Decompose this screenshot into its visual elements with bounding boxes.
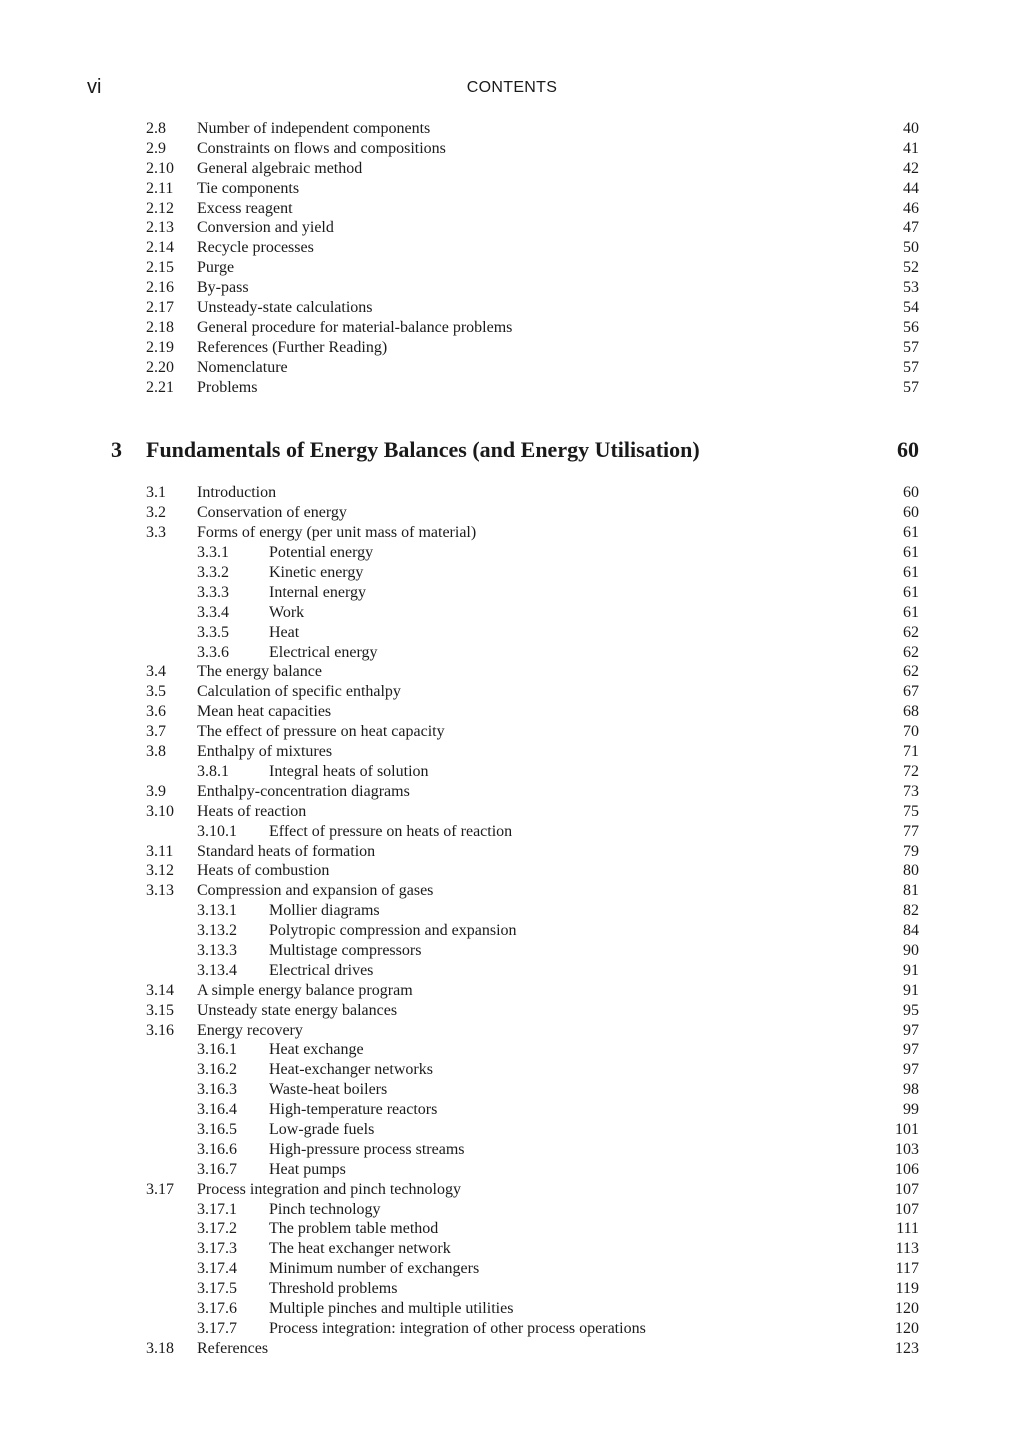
section-number: 3.9	[146, 782, 166, 800]
section-title: Heat pumps	[269, 1160, 346, 1178]
section-number: 2.19	[146, 338, 174, 356]
section-number: 3.2	[146, 504, 166, 522]
section-title: By-pass	[197, 279, 249, 297]
section-number: 3.13	[146, 882, 174, 900]
section-title: Calculation of specific enthalpy	[197, 683, 401, 701]
section-number: 2.15	[146, 259, 174, 277]
section-title: The energy balance	[197, 663, 322, 681]
section-number: 3.16.6	[197, 1140, 237, 1158]
section-page: 81	[903, 882, 919, 900]
section-number: 2.13	[146, 219, 174, 237]
section-title: Heat exchange	[269, 1041, 364, 1059]
section-page: 117	[895, 1260, 919, 1278]
section-number: 3.10.1	[197, 822, 237, 840]
section-number: 2.10	[146, 159, 174, 177]
section-title: Internal energy	[269, 583, 366, 601]
section-number: 3.16	[146, 1021, 174, 1039]
toc-section-row	[0, 318, 1024, 338]
section-number: 2.14	[146, 239, 174, 257]
section-title: Electrical drives	[269, 961, 374, 979]
section-page: 107	[895, 1180, 919, 1198]
section-page: 41	[903, 139, 919, 157]
section-title: Conservation of energy	[197, 504, 347, 522]
section-page: 111	[896, 1220, 919, 1238]
section-number: 2.20	[146, 358, 174, 376]
table-of-contents	[0, 119, 1024, 1359]
section-title: References	[197, 1339, 269, 1357]
section-number: 3.15	[146, 1001, 174, 1019]
section-page: 68	[903, 703, 919, 721]
section-title: Work	[269, 603, 305, 621]
section-page: 123	[895, 1339, 919, 1357]
section-page: 72	[903, 762, 919, 780]
toc-section-row	[0, 742, 1024, 762]
section-page: 97	[903, 1021, 919, 1039]
chapter-2-section-list	[0, 119, 1024, 397]
section-title: Mean heat capacities	[197, 703, 332, 721]
section-number: 2.21	[146, 378, 174, 396]
section-page: 40	[903, 120, 919, 137]
section-page: 44	[903, 179, 919, 197]
section-page: 113	[895, 1240, 919, 1258]
section-title: Unsteady-state calculations	[197, 299, 373, 317]
section-number: 3.13.1	[197, 902, 237, 920]
toc-subsection-row	[0, 643, 1024, 663]
toc-section-row	[0, 218, 1024, 238]
section-page: 50	[903, 239, 919, 257]
toc-section-row	[0, 1021, 1024, 1041]
section-number: 3.3.3	[197, 583, 229, 601]
section-title: Process integration and pinch technology	[197, 1180, 461, 1198]
toc-section-row	[0, 378, 1024, 398]
section-page: 101	[895, 1120, 919, 1138]
section-number: 3.17.5	[197, 1280, 237, 1298]
section-number: 3.3.1	[197, 544, 229, 562]
section-page: 120	[895, 1299, 919, 1317]
section-page: 71	[903, 743, 919, 761]
section-page: 75	[903, 802, 919, 820]
section-page: 60	[903, 504, 919, 522]
section-number: 3.8	[146, 743, 166, 761]
section-title: Number of independent components	[197, 120, 431, 137]
toc-subsection-row	[0, 583, 1024, 603]
toc-subsection-row	[0, 543, 1024, 563]
section-page: 90	[903, 941, 919, 959]
section-page: 70	[903, 723, 919, 741]
section-page: 97	[903, 1061, 919, 1079]
toc-subsection-row	[0, 1100, 1024, 1120]
toc-section-row	[0, 1001, 1024, 1021]
toc-subsection-row	[0, 1219, 1024, 1239]
section-page: 73	[903, 782, 919, 800]
section-page: 77	[903, 822, 919, 840]
toc-subsection-row	[0, 921, 1024, 941]
toc-subsection-row	[0, 563, 1024, 583]
toc-section-row	[0, 238, 1024, 258]
toc-subsection-row	[0, 1239, 1024, 1259]
section-page: 98	[903, 1081, 919, 1099]
section-page: 42	[903, 159, 919, 177]
toc-section-row	[0, 702, 1024, 722]
section-number: 3.13.3	[197, 941, 237, 959]
section-number: 3.3.5	[197, 623, 229, 641]
page-header	[0, 76, 1024, 100]
section-page: 95	[903, 1001, 919, 1019]
section-title: Low-grade fuels	[269, 1120, 375, 1138]
chapter-3-section-list	[0, 483, 1024, 1358]
toc-section-row	[0, 278, 1024, 298]
section-number: 3.13.2	[197, 922, 237, 940]
toc-section-row	[0, 119, 1024, 139]
section-title: High-temperature reactors	[269, 1101, 438, 1119]
section-page: 62	[903, 623, 919, 641]
toc-section-row	[0, 1180, 1024, 1200]
section-page: 56	[903, 318, 919, 336]
section-page: 61	[903, 603, 919, 621]
toc-subsection-row	[0, 1080, 1024, 1100]
chapter-heading	[0, 433, 1024, 467]
section-page: 57	[903, 378, 919, 396]
section-number: 3.7	[146, 723, 166, 741]
section-title: Polytropic compression and expansion	[269, 922, 517, 940]
section-title: Recycle processes	[197, 239, 314, 257]
section-number: 3.16.5	[197, 1120, 237, 1138]
section-title: Potential energy	[269, 544, 374, 562]
toc-subsection-row	[0, 941, 1024, 961]
section-title: Purge	[197, 259, 235, 277]
section-number: 3.4	[146, 663, 166, 681]
toc-subsection-row	[0, 1299, 1024, 1319]
section-number: 2.17	[146, 299, 174, 317]
section-page: 61	[903, 583, 919, 601]
section-title: Process integration: integration of other process operations	[269, 1319, 646, 1337]
section-title: Heat	[269, 623, 300, 641]
section-page: 61	[903, 564, 919, 582]
section-page: 80	[903, 862, 919, 880]
section-page: 62	[903, 643, 919, 661]
toc-subsection-row	[0, 1160, 1024, 1180]
toc-section-row	[0, 358, 1024, 378]
section-page: 97	[903, 1041, 919, 1059]
section-title: Compression and expansion of gases	[197, 882, 434, 900]
section-page: 57	[903, 358, 919, 376]
toc-section-row	[0, 802, 1024, 822]
section-page: 103	[895, 1140, 919, 1158]
section-number: 3.14	[146, 981, 174, 999]
section-page: 46	[903, 199, 919, 217]
section-title: Introduction	[197, 484, 277, 502]
section-number: 3.13.4	[197, 961, 237, 979]
section-title: Integral heats of solution	[269, 762, 429, 780]
section-number: 3.1	[146, 484, 166, 502]
section-title: Standard heats of formation	[197, 842, 376, 860]
section-number: 3.17.3	[197, 1240, 237, 1258]
section-title: General algebraic method	[197, 159, 363, 177]
page-number: vi	[87, 76, 102, 98]
chapter-number: 3	[111, 437, 122, 463]
section-page: 99	[903, 1101, 919, 1119]
section-title: Minimum number of exchangers	[269, 1260, 480, 1278]
section-number: 3.3.2	[197, 564, 229, 582]
section-title: The effect of pressure on heat capacity	[197, 723, 445, 741]
section-page: 91	[903, 981, 919, 999]
toc-section-row	[0, 861, 1024, 881]
section-page: 106	[895, 1160, 919, 1178]
section-number: 3.16.2	[197, 1061, 237, 1079]
section-title: Heats of combustion	[197, 862, 330, 880]
toc-subsection-row	[0, 901, 1024, 921]
section-page: 120	[895, 1319, 919, 1337]
toc-section-row	[0, 139, 1024, 159]
section-title: Pinch technology	[269, 1200, 381, 1218]
section-title: Constraints on flows and compositions	[197, 139, 446, 157]
section-number: 3.3.6	[197, 643, 229, 661]
section-title: Electrical energy	[269, 643, 378, 661]
toc-subsection-row	[0, 1279, 1024, 1299]
section-number: 2.18	[146, 318, 174, 336]
section-title: Unsteady state energy balances	[197, 1001, 398, 1019]
toc-subsection-row	[0, 603, 1024, 623]
section-title: Energy recovery	[197, 1021, 303, 1039]
toc-section-row	[0, 503, 1024, 523]
chapter-page: 60	[897, 437, 919, 463]
section-number: 3.17.1	[197, 1200, 237, 1218]
section-title: Multiple pinches and multiple utilities	[269, 1299, 514, 1317]
section-title: Waste-heat boilers	[269, 1081, 388, 1099]
section-number: 3.17	[146, 1180, 174, 1198]
toc-section-row	[0, 1339, 1024, 1359]
section-title: Heats of reaction	[197, 802, 307, 820]
section-title: Kinetic energy	[269, 564, 364, 582]
section-number: 3.11	[146, 842, 174, 860]
toc-section-row	[0, 842, 1024, 862]
section-number: 3.17.6	[197, 1299, 237, 1317]
toc-section-row	[0, 881, 1024, 901]
section-title: Heat-exchanger networks	[269, 1061, 433, 1079]
section-page: 119	[895, 1280, 919, 1298]
toc-section-row	[0, 981, 1024, 1001]
toc-section-row	[0, 159, 1024, 179]
section-title: Tie components	[197, 179, 300, 197]
section-title: Nomenclature	[197, 358, 288, 376]
section-page: 61	[903, 544, 919, 562]
section-title: Threshold problems	[269, 1280, 398, 1298]
toc-section-row	[0, 662, 1024, 682]
section-page: 52	[903, 259, 919, 277]
section-number: 3.8.1	[197, 762, 229, 780]
section-number: 3.16.1	[197, 1041, 237, 1059]
section-page: 47	[903, 219, 919, 237]
section-title: Effect of pressure on heats of reaction	[269, 822, 513, 840]
section-title: Multistage compressors	[269, 941, 422, 959]
section-title: Excess reagent	[197, 199, 293, 217]
section-number: 3.3.4	[197, 603, 229, 621]
toc-section-row	[0, 682, 1024, 702]
toc-section-row	[0, 199, 1024, 219]
toc-subsection-row	[0, 822, 1024, 842]
toc-subsection-row	[0, 762, 1024, 782]
section-title: Problems	[197, 378, 258, 396]
section-page: 57	[903, 338, 919, 356]
section-page: 61	[903, 524, 919, 542]
toc-subsection-row	[0, 1140, 1024, 1160]
toc-section-row	[0, 258, 1024, 278]
toc-section-row	[0, 338, 1024, 358]
toc-section-row	[0, 782, 1024, 802]
toc-section-row	[0, 179, 1024, 199]
section-title: A simple energy balance program	[197, 981, 413, 999]
section-page: 53	[903, 279, 919, 297]
section-number: 2.8	[146, 120, 166, 137]
toc-subsection-row	[0, 1200, 1024, 1220]
section-number: 3.16.3	[197, 1081, 237, 1099]
section-page: 107	[895, 1200, 919, 1218]
section-number: 3.10	[146, 802, 174, 820]
toc-subsection-row	[0, 1060, 1024, 1080]
section-title: Conversion and yield	[197, 219, 334, 237]
toc-subsection-row	[0, 1120, 1024, 1140]
section-page: 67	[903, 683, 919, 701]
toc-subsection-row	[0, 1259, 1024, 1279]
section-title: The problem table method	[269, 1220, 439, 1238]
toc-section-row	[0, 523, 1024, 543]
section-number: 3.17.4	[197, 1260, 237, 1278]
section-title: Enthalpy-concentration diagrams	[197, 782, 410, 800]
chapter-title: Fundamentals of Energy Balances (and Energy Utilisation)	[146, 437, 700, 463]
section-number: 3.5	[146, 683, 166, 701]
section-title: Enthalpy of mixtures	[197, 743, 333, 761]
section-number: 2.16	[146, 279, 174, 297]
section-number: 3.17.2	[197, 1220, 237, 1238]
section-page: 54	[903, 299, 919, 317]
section-page: 82	[903, 902, 919, 920]
section-number: 3.18	[146, 1339, 174, 1357]
section-title: References (Further Reading)	[197, 338, 388, 356]
section-page: 79	[903, 842, 919, 860]
section-title: Forms of energy (per unit mass of material)	[197, 524, 477, 542]
section-page: 60	[903, 484, 919, 502]
section-number: 3.6	[146, 703, 166, 721]
section-number: 3.17.7	[197, 1319, 237, 1337]
section-number: 2.9	[146, 139, 166, 157]
section-page: 84	[903, 922, 919, 940]
section-title: Mollier diagrams	[269, 902, 380, 920]
section-page: 62	[903, 663, 919, 681]
section-number: 3.16.7	[197, 1160, 237, 1178]
running-head: CONTENTS	[466, 79, 558, 96]
toc-subsection-row	[0, 623, 1024, 643]
section-number: 3.16.4	[197, 1101, 237, 1119]
toc-section-row	[0, 483, 1024, 503]
toc-subsection-row	[0, 1040, 1024, 1060]
section-page: 91	[903, 961, 919, 979]
section-title: The heat exchanger network	[269, 1240, 451, 1258]
toc-subsection-row	[0, 1319, 1024, 1339]
toc-section-row	[0, 722, 1024, 742]
toc-section-row	[0, 298, 1024, 318]
section-title: High-pressure process streams	[269, 1140, 465, 1158]
section-number: 3.3	[146, 524, 166, 542]
section-title: General procedure for material-balance problems	[197, 318, 513, 336]
section-number: 2.11	[146, 179, 174, 197]
section-number: 3.12	[146, 862, 174, 880]
section-number: 2.12	[146, 199, 174, 217]
toc-subsection-row	[0, 961, 1024, 981]
